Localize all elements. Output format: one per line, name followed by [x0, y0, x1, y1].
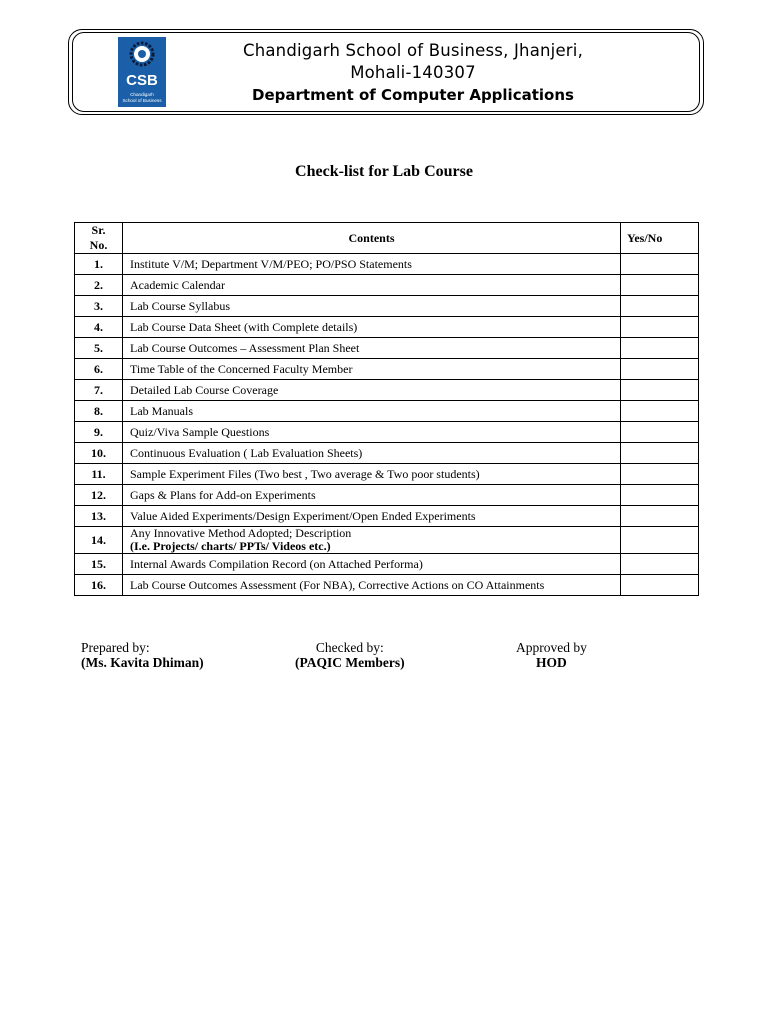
- yes-no-cell: [621, 275, 699, 296]
- sr-no-cell: 6.: [75, 359, 123, 380]
- sr-no-cell: 11.: [75, 464, 123, 485]
- signature-checked: [295, 640, 405, 670]
- svg-text:CSB: CSB: [126, 72, 158, 89]
- table-row: [75, 527, 699, 554]
- table-row: [75, 443, 699, 464]
- document-title: Check-list for Lab Course: [295, 163, 473, 180]
- checklist-table: [74, 222, 699, 596]
- sr-no-cell: 8.: [75, 401, 123, 422]
- table-row: [75, 401, 699, 422]
- sr-no-cell: 2.: [75, 275, 123, 296]
- contents-cell: Detailed Lab Course Coverage: [123, 380, 621, 401]
- yes-no-cell: [621, 485, 699, 506]
- yes-no-cell: [621, 338, 699, 359]
- department-name: Department of Computer Applications: [252, 86, 574, 104]
- sr-no-cell: 9.: [75, 422, 123, 443]
- approved-label: Approved by: [516, 640, 587, 655]
- table-row: [75, 296, 699, 317]
- checked-label: Checked by:: [315, 640, 384, 655]
- contents-cell: Continuous Evaluation ( Lab Evaluation Sheets): [123, 443, 621, 464]
- contents-cell: Internal Awards Compilation Record (on Attached Performa): [123, 554, 621, 575]
- svg-text:School of Business: School of Business: [122, 98, 162, 103]
- yes-no-cell: [621, 401, 699, 422]
- header-yes-no: Yes/No: [621, 223, 699, 254]
- yes-no-cell: [621, 527, 699, 554]
- contents-cell: Academic Calendar: [123, 275, 621, 296]
- header-contents: Contents: [123, 223, 621, 254]
- yes-no-cell: [621, 575, 699, 596]
- table-row: [75, 359, 699, 380]
- sr-no-cell: 13.: [75, 506, 123, 527]
- signature-prepared: [81, 640, 204, 670]
- csb-logo: [118, 37, 166, 107]
- contents-cell: Gaps & Plans for Add-on Experiments: [123, 485, 621, 506]
- sr-no-cell: 10.: [75, 443, 123, 464]
- contents-cell: [123, 527, 621, 554]
- table-header-row: [75, 223, 699, 254]
- table-row: [75, 422, 699, 443]
- prepared-label: Prepared by:: [81, 640, 150, 655]
- table-row: [75, 338, 699, 359]
- sr-no-cell: 3.: [75, 296, 123, 317]
- sr-no-cell: 5.: [75, 338, 123, 359]
- yes-no-cell: [621, 317, 699, 338]
- contents-cell: Lab Manuals: [123, 401, 621, 422]
- yes-no-cell: [621, 506, 699, 527]
- contents-bold-text: (I.e. Projects/ charts/ PPTs/ Videos etc.): [130, 539, 331, 553]
- table-row: [75, 485, 699, 506]
- contents-cell: Lab Course Outcomes Assessment (For NBA), Corrective Actions on CO Attainments: [123, 575, 621, 596]
- sr-no-cell: 1.: [75, 254, 123, 275]
- yes-no-cell: [621, 359, 699, 380]
- header-text: [200, 40, 626, 105]
- table-row: [75, 575, 699, 596]
- yes-no-cell: [621, 422, 699, 443]
- contents-cell: Value Aided Experiments/Design Experiment/Open Ended Experiments: [123, 506, 621, 527]
- contents-cell: Lab Course Data Sheet (with Complete details): [123, 317, 621, 338]
- sr-no-cell: 14.: [75, 527, 123, 554]
- yes-no-cell: [621, 554, 699, 575]
- yes-no-cell: [621, 380, 699, 401]
- contents-cell: Quiz/Viva Sample Questions: [123, 422, 621, 443]
- contents-cell: Sample Experiment Files (Two best , Two average & Two poor students): [123, 464, 621, 485]
- sr-no-cell: 16.: [75, 575, 123, 596]
- yes-no-cell: [621, 464, 699, 485]
- contents-text: Any Innovative Method Adopted; Description: [130, 526, 352, 540]
- institution-address: Mohali-140307: [350, 63, 476, 82]
- table-row: [75, 554, 699, 575]
- contents-cell: Lab Course Syllabus: [123, 296, 621, 317]
- table-row: [75, 380, 699, 401]
- yes-no-cell: [621, 254, 699, 275]
- table-row: [75, 275, 699, 296]
- sr-no-cell: 4.: [75, 317, 123, 338]
- checked-name: (PAQIC Members): [295, 655, 405, 670]
- sr-no-cell: 12.: [75, 485, 123, 506]
- institution-name: Chandigarh School of Business, Jhanjeri,: [242, 41, 584, 60]
- approved-name: HOD: [536, 655, 567, 670]
- signature-approved: [516, 640, 587, 670]
- contents-cell: Institute V/M; Department V/M/PEO; PO/PSO Statements: [123, 254, 621, 275]
- svg-text:Chandigarh: Chandigarh: [130, 92, 154, 97]
- yes-no-cell: [621, 296, 699, 317]
- sr-no-cell: 7.: [75, 380, 123, 401]
- table-row: [75, 464, 699, 485]
- sr-no-cell: 15.: [75, 554, 123, 575]
- header-sr-no: Sr. No.: [75, 223, 123, 254]
- table-row: [75, 254, 699, 275]
- contents-cell: Time Table of the Concerned Faculty Member: [123, 359, 621, 380]
- prepared-name: (Ms. Kavita Dhiman): [81, 655, 204, 670]
- table-row: [75, 317, 699, 338]
- table-row: [75, 506, 699, 527]
- yes-no-cell: [621, 443, 699, 464]
- contents-cell: Lab Course Outcomes – Assessment Plan Sheet: [123, 338, 621, 359]
